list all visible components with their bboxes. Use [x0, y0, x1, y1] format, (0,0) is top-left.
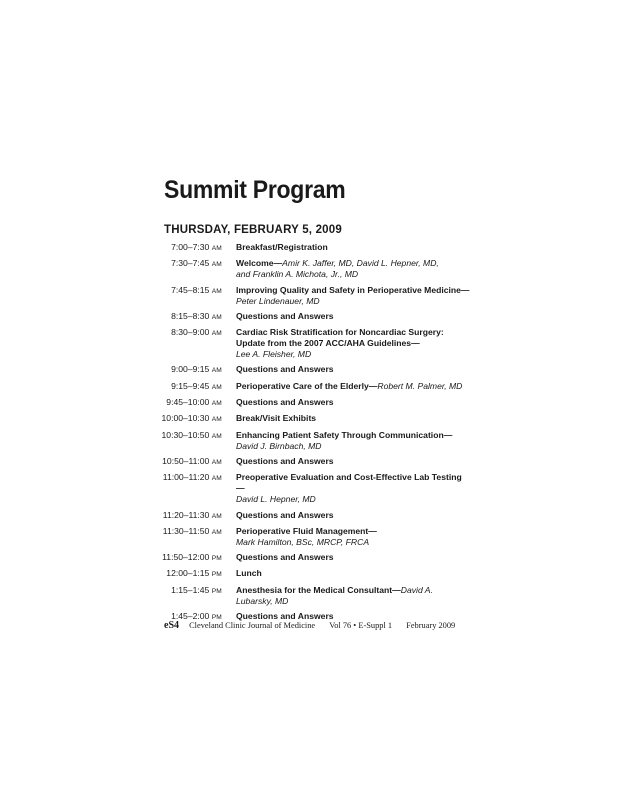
time-range: 10:00–10:30: [161, 413, 210, 424]
time-range: 11:30–11:50: [162, 525, 210, 536]
session-time: [150, 397, 222, 409]
schedule-row: [150, 510, 470, 522]
session-time: [150, 258, 222, 280]
session-title: Questions and Answers: [236, 552, 334, 563]
session-time: [150, 526, 222, 548]
session-speakers-line2: Lee A. Fleisher, MD: [236, 349, 312, 360]
session-title: Cardiac Risk Stratification for Noncardiac Surgery: Update from the 2007 ACC/AHA Guidelines—: [236, 327, 444, 349]
session-description: [236, 430, 470, 452]
time-period: AM: [211, 383, 222, 391]
session-title: Improving Quality and Safety in Perioperative Medicine—: [236, 284, 470, 295]
volume: Vol 76: [329, 621, 352, 630]
session-title: Preoperative Evaluation and Cost-Effective Lab Testing—: [236, 472, 462, 494]
schedule-row: [150, 327, 470, 360]
time-period: AM: [211, 432, 222, 440]
journal-name: Cleveland Clinic Journal of Medicine: [189, 621, 316, 630]
session-title: Breakfast/Registration: [236, 242, 328, 252]
time-period: AM: [211, 512, 222, 520]
session-speakers: David A. Lubarsky, MD: [236, 584, 433, 606]
session-time: [150, 311, 222, 323]
supplement: E-Suppl 1: [358, 621, 393, 630]
session-speakers-line2: David J. Birnbach, MD: [236, 440, 322, 451]
time-range: 7:30–7:45: [171, 258, 210, 269]
session-speakers: Robert M. Palmer, MD: [377, 380, 463, 391]
session-time: [150, 510, 222, 522]
time-range: 7:00–7:30: [171, 242, 210, 252]
session-description: [236, 568, 470, 580]
time-period: PM: [211, 571, 222, 579]
session-title: Anesthesia for the Medical Consultant—: [236, 584, 401, 595]
session-speakers-line2: David L. Hepner, MD: [236, 494, 316, 505]
session-description: [236, 472, 470, 505]
time-period: AM: [211, 367, 222, 375]
session-title: Lunch: [236, 568, 262, 579]
session-description: [236, 285, 470, 307]
time-period: AM: [211, 416, 222, 424]
session-title: Questions and Answers: [236, 364, 334, 375]
session-description: [236, 327, 470, 360]
time-period: AM: [211, 528, 222, 536]
session-description: [236, 510, 470, 522]
time-range: 1:45–2:00: [171, 611, 210, 622]
session-description: [236, 526, 470, 548]
schedule-row: [150, 568, 470, 580]
schedule-row: [150, 364, 470, 376]
session-time: [150, 327, 222, 360]
schedule-row: [150, 430, 470, 452]
session-description: [236, 381, 470, 393]
session-time: [150, 285, 222, 307]
time-period: AM: [211, 458, 222, 466]
schedule-row: [150, 472, 470, 505]
time-period: AM: [211, 313, 222, 321]
session-title: Questions and Answers: [236, 310, 334, 321]
time-range: 10:50–11:00: [162, 455, 210, 466]
time-range: 12:00–1:15: [166, 568, 210, 579]
session-description: [236, 311, 470, 323]
session-title: Break/Visit Exhibits: [236, 413, 317, 424]
schedule-row: [150, 585, 470, 607]
session-title: Questions and Answers: [236, 509, 334, 520]
session-time: [150, 585, 222, 607]
session-title: Questions and Answers: [236, 611, 334, 622]
session-time: [150, 456, 222, 468]
session-time: [150, 552, 222, 564]
time-range: 11:50–12:00: [162, 552, 210, 563]
page-title: Summit Program: [164, 176, 346, 204]
schedule-row: [150, 526, 470, 548]
session-time: [150, 472, 222, 505]
session-time: [150, 413, 222, 425]
schedule-row: [150, 456, 470, 468]
session-title: Questions and Answers: [236, 397, 334, 408]
time-period: AM: [211, 400, 222, 408]
session-time: [150, 430, 222, 452]
time-range: 9:15–9:45: [171, 380, 210, 391]
time-period: PM: [211, 614, 222, 622]
time-period: PM: [211, 587, 222, 595]
session-time: [150, 568, 222, 580]
time-range: 7:45–8:15: [171, 284, 210, 295]
time-range: 10:30–10:50: [161, 429, 210, 440]
session-time: [150, 242, 222, 254]
time-period: AM: [211, 330, 222, 338]
issue-date: February 2009: [406, 621, 456, 630]
schedule-row: [150, 413, 470, 425]
time-range: 11:00–11:20: [162, 472, 210, 483]
session-description: [236, 364, 470, 376]
schedule-row: [150, 397, 470, 409]
time-period: PM: [211, 555, 222, 563]
session-description: [236, 258, 470, 280]
session-description: [236, 397, 470, 409]
session-time: [150, 364, 222, 376]
session-title: Enhancing Patient Safety Through Communication—: [236, 429, 453, 440]
schedule-row: [150, 242, 470, 254]
time-range: 8:30–9:00: [171, 327, 210, 338]
session-description: [236, 413, 470, 425]
session-speakers-line2: Peter Lindenauer, MD: [236, 295, 320, 306]
schedule-row: [150, 552, 470, 564]
session-title: Perioperative Fluid Management—: [236, 525, 377, 536]
day-heading: THURSDAY, FEBRUARY 5, 2009: [164, 224, 342, 236]
time-range: 8:15–8:30: [171, 310, 210, 321]
schedule-row: [150, 311, 470, 323]
time-period: AM: [211, 245, 222, 252]
session-speakers: Amir K. Jaffer, MD, David L. Hepner, MD,: [282, 258, 439, 269]
schedule-row: [150, 285, 470, 307]
session-speakers-line2: Mark Hamilton, BSc, MRCP, FRCA: [236, 536, 370, 547]
bullet: •: [353, 621, 357, 630]
page-number: eS4: [164, 620, 179, 631]
session-description: [236, 585, 470, 607]
session-title: Questions and Answers: [236, 455, 334, 466]
time-range: 9:00–9:15: [171, 364, 210, 375]
session-title: Welcome—: [236, 258, 283, 269]
session-description: [236, 552, 470, 564]
session-description: [236, 456, 470, 468]
session-time: [150, 381, 222, 393]
time-range: 1:15–1:45: [171, 584, 210, 595]
schedule-row: [150, 258, 470, 280]
session-title: Perioperative Care of the Elderly—: [236, 380, 378, 391]
session-description: [236, 242, 470, 254]
schedule-row: [150, 381, 470, 393]
session-speakers-line2: and Franklin A. Michota, Jr., MD: [236, 269, 359, 280]
time-range: 9:45–10:00: [166, 397, 210, 408]
page-footer: [164, 620, 455, 631]
time-period: AM: [211, 287, 222, 295]
schedule-list: [150, 242, 470, 627]
time-period: AM: [211, 261, 222, 269]
time-period: AM: [211, 475, 222, 483]
time-range: 11:20–11:30: [162, 509, 210, 520]
